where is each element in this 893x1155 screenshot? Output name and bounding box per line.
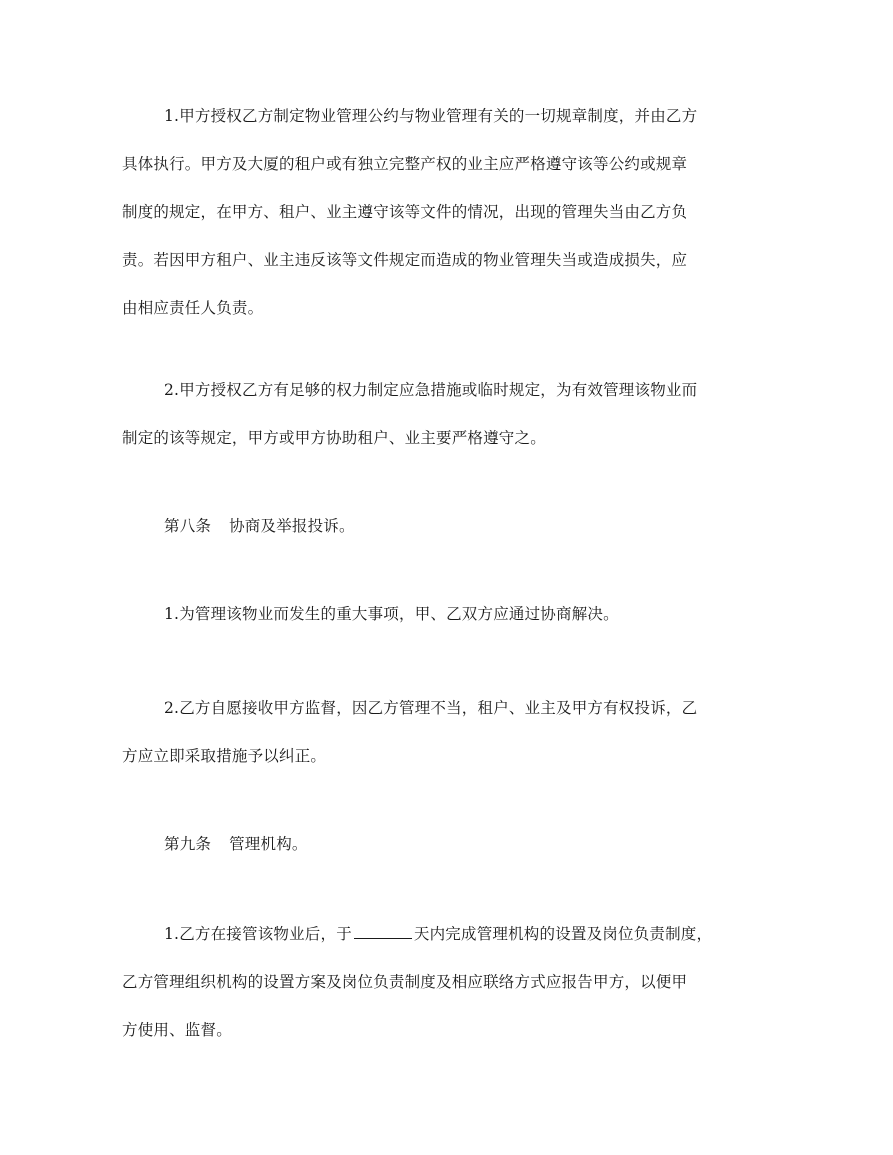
paragraph-line: 制定的该等规定，甲方或甲方协助租户、业主要严格遵守之。 <box>122 429 546 447</box>
paragraph-negotiation <box>122 590 772 638</box>
paragraph-line <box>122 910 772 958</box>
article-heading-9 <box>122 820 772 868</box>
paragraph-authorization-rules <box>122 92 772 332</box>
paragraph-line: 方使用、监督。 <box>122 1021 232 1039</box>
paragraph-management-structure <box>122 910 772 1054</box>
paragraph-line: 1.甲方授权乙方制定物业管理公约与物业管理有关的一切规章制度，并由乙方 <box>164 107 698 125</box>
article-title: 协商及举报投诉。 <box>229 517 355 535</box>
paragraph-line: 由相应责任人负责。 <box>122 299 264 317</box>
paragraph-line: 方应立即采取措施予以纠正。 <box>122 747 327 765</box>
paragraph-supervision <box>122 684 772 780</box>
paragraph-line: 制度的规定，在甲方、租户、业主遵守该等文件的情况，出现的管理失当由乙方负 <box>122 203 688 221</box>
paragraph-line: 1.为管理该物业而发生的重大事项，甲、乙双方应通过协商解决。 <box>164 605 619 623</box>
article-heading-8 <box>122 502 772 550</box>
article-number: 第八条 <box>164 517 212 535</box>
paragraph-line: 乙方管理组织机构的设置方案及岗位负责制度及相应联络方式应报告甲方，以便甲 <box>122 973 688 991</box>
article-number: 第九条 <box>164 835 212 853</box>
paragraph-line: 具体执行。甲方及大厦的租户或有独立完整产权的业主应严格遵守该等公约或规章 <box>122 155 688 173</box>
paragraph-line: 责。若因甲方租户、业主违反该等文件规定而造成的物业管理失当或造成损失，应 <box>122 251 688 269</box>
paragraph-emergency-measures <box>122 366 772 462</box>
fill-in-blank <box>354 924 412 939</box>
paragraph-line: 2.甲方授权乙方有足够的权力制定应急措施或临时规定，为有效管理该物业而 <box>164 381 698 399</box>
line-text-before-blank: 1.乙方在接管该物业后，于 <box>164 925 352 943</box>
article-title: 管理机构。 <box>229 835 308 853</box>
paragraph-line: 2.乙方自愿接收甲方监督，因乙方管理不当，租户、业主及甲方有权投诉，乙 <box>164 699 698 717</box>
line-text-after-blank: 天内完成管理机构的设置及岗位负责制度， <box>413 925 713 943</box>
